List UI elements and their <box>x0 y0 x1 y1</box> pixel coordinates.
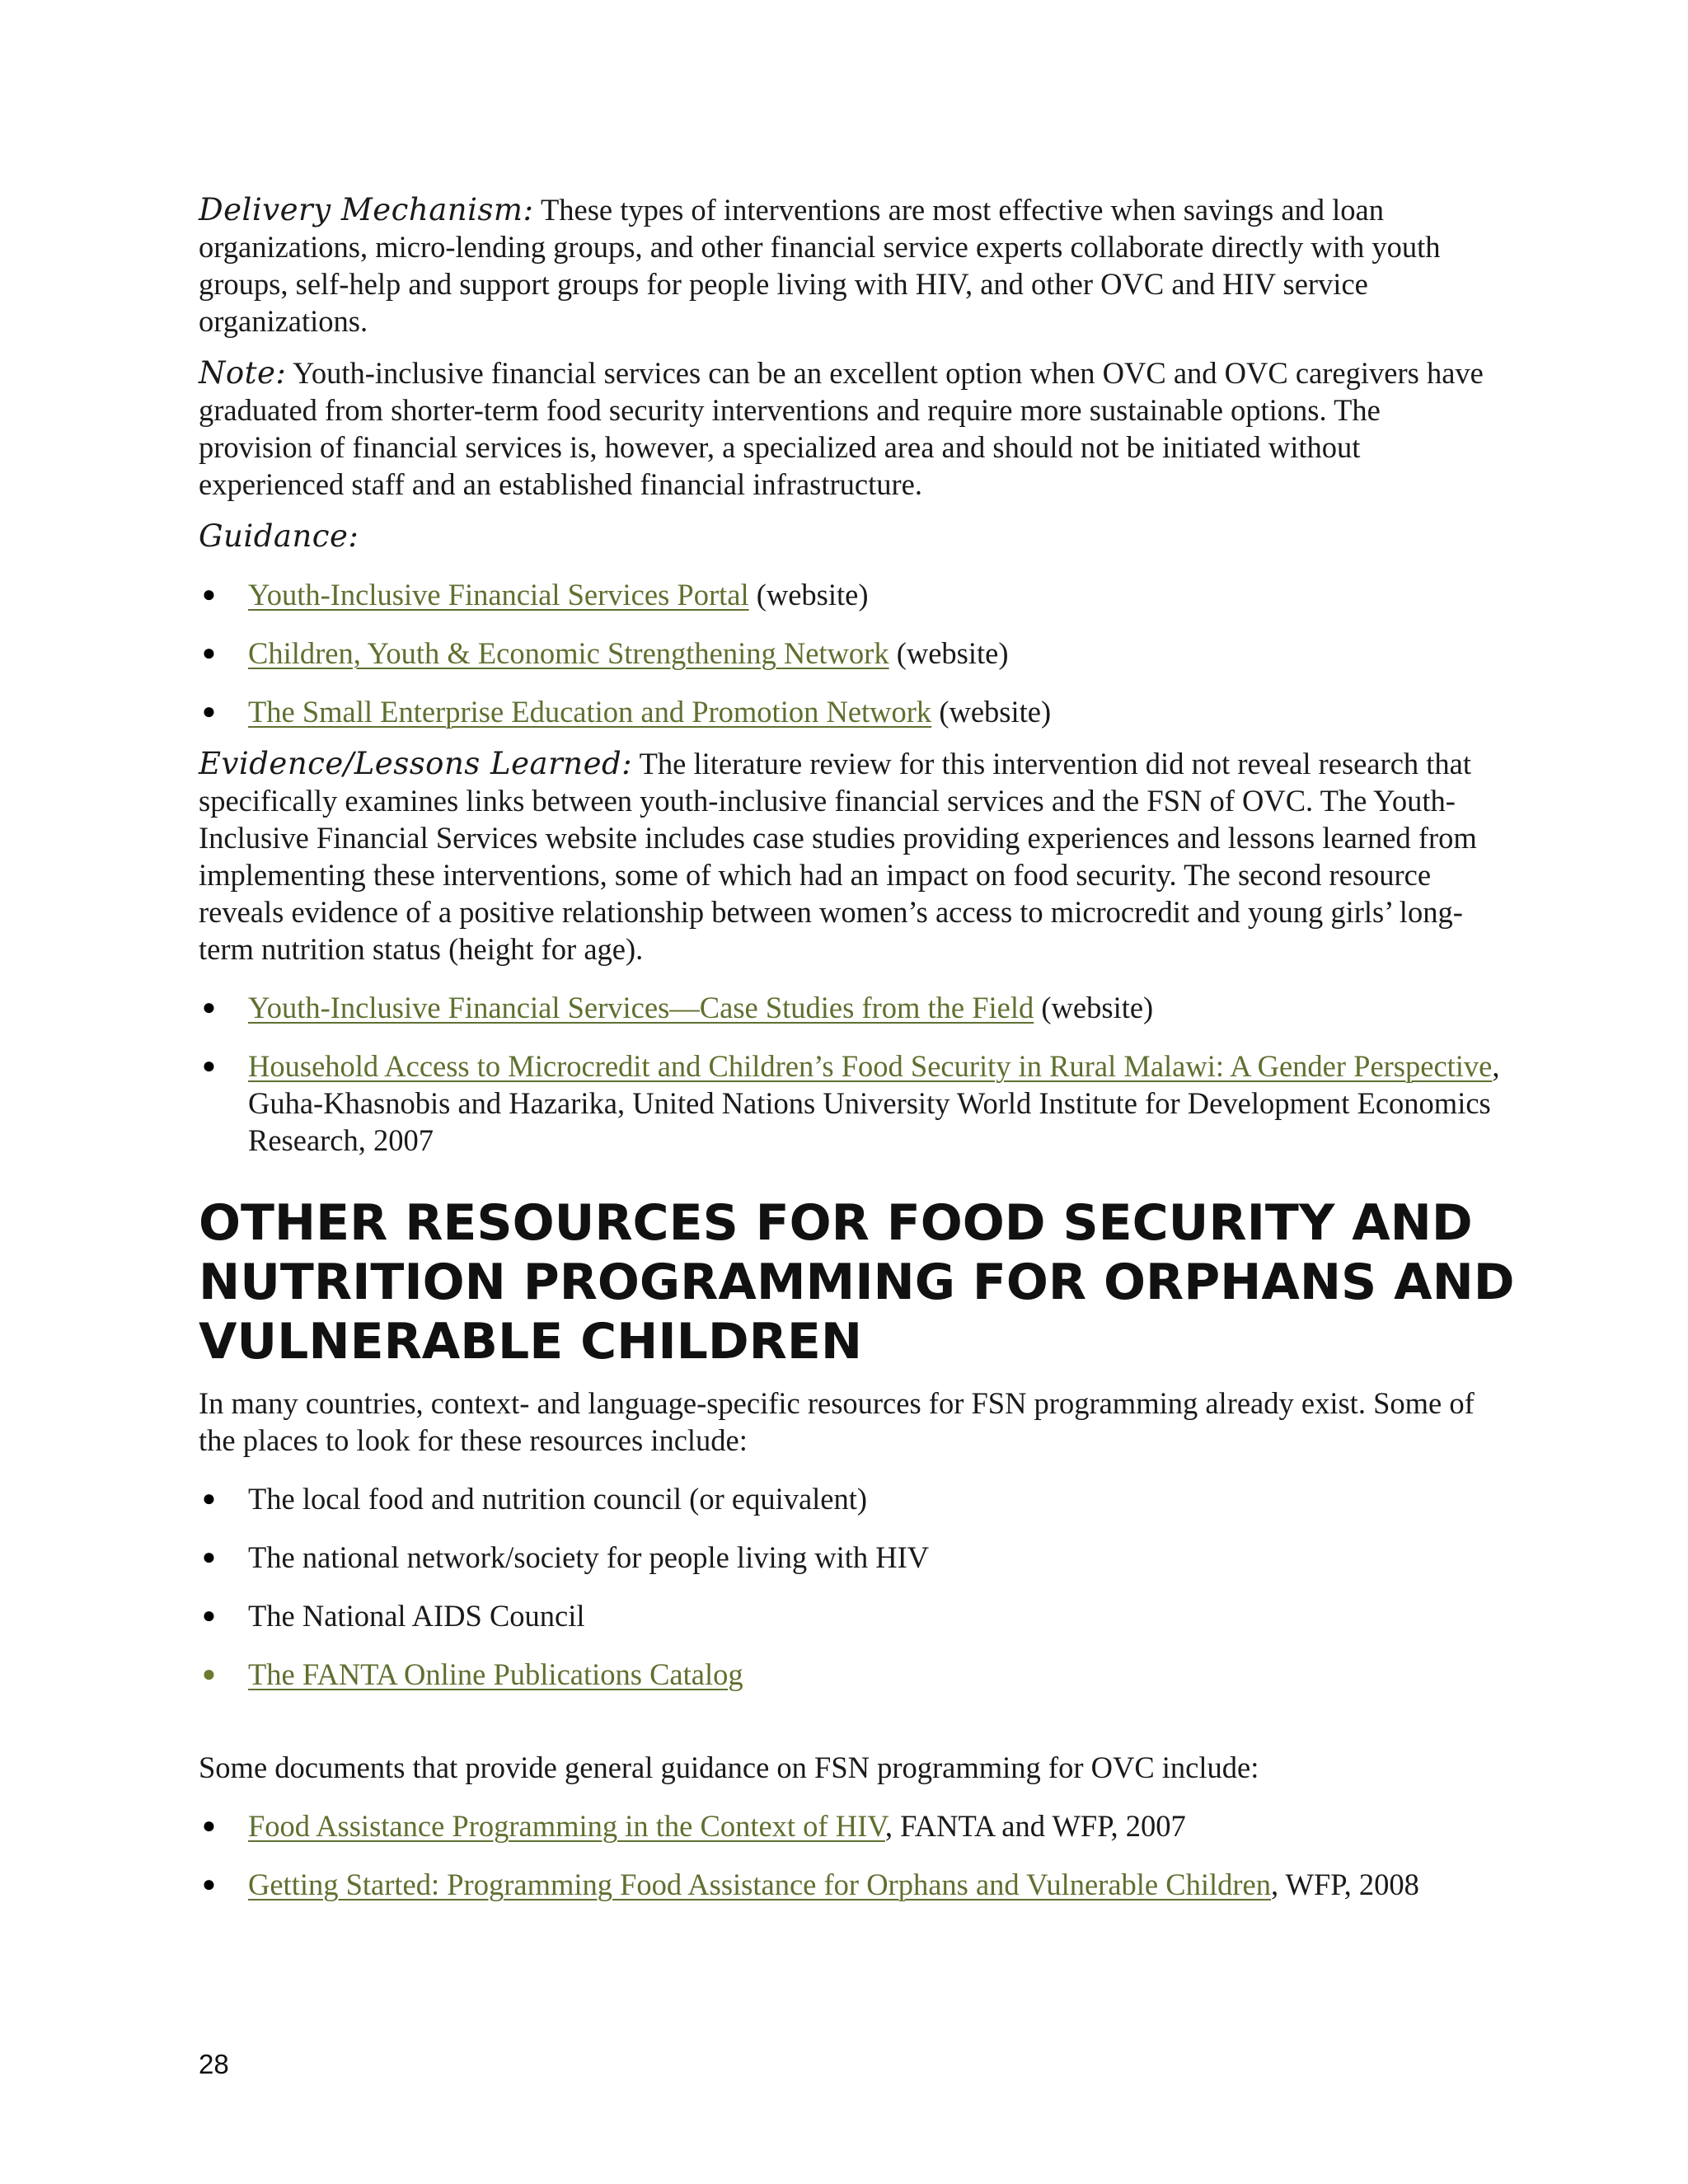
note-text: Youth-inclusive financial services can be an excellent option when OVC and OVC caregivers have graduated from shorter-term food security interventions and require more sustainable options. The provision of financial services is, however, a specialized area and should not be initiated without experienced staff and an established financial infrastructure. <box>199 356 1484 501</box>
bullet-icon: ● <box>202 1813 216 1839</box>
guidance-list <box>199 576 1501 730</box>
list-item <box>199 576 1501 613</box>
note-lead: Note: <box>199 355 287 391</box>
list-item <box>199 1866 1501 1903</box>
link-suffix: (website) <box>889 636 1009 670</box>
places-list <box>199 1480 1501 1693</box>
delivery-paragraph <box>199 191 1501 340</box>
evidence-link-microcredit-malawi[interactable]: Household Access to Microcredit and Children’s Food Security in Rural Malawi: A Gender Perspective <box>248 1049 1493 1083</box>
doc-link-food-assistance-hiv[interactable]: Food Assistance Programming in the Context of HIV <box>248 1809 885 1843</box>
list-item <box>199 1597 1501 1634</box>
bullet-icon: ● <box>202 1603 216 1629</box>
link-suffix: (website) <box>748 578 869 612</box>
link-suffix: , FANTA and WFP, 2007 <box>884 1809 1186 1843</box>
list-item <box>199 989 1501 1026</box>
list-item <box>199 1656 1501 1693</box>
bullet-icon: ● <box>202 582 216 607</box>
section-heading: OTHER RESOURCES FOR FOOD SECURITY AND NUTRITION PROGRAMMING FOR ORPHANS AND VULNERABLE CHILDREN <box>199 1194 1515 1371</box>
docs-list <box>199 1807 1501 1903</box>
docs-intro: Some documents that provide general guidance on FSN programming for OVC include: <box>199 1750 1259 1784</box>
list-item <box>199 1539 1501 1576</box>
guidance-link-cyes-network[interactable]: Children, Youth & Economic Strengthening Network <box>248 636 889 670</box>
list-item <box>199 1807 1501 1844</box>
guidance-link-yifs-portal[interactable]: Youth-Inclusive Financial Services Portal <box>248 578 749 612</box>
link-suffix: (website) <box>1034 991 1154 1024</box>
page-number: 28 <box>199 2049 229 2079</box>
evidence-text: The literature review for this intervention did not reveal research that specifically examines links between youth-inclusive financial services and the FSN of OVC. The Youth-Inclusive Financial Services website includes case studies providing experiences and lessons learned from implementing these interventions, some of which had an impact on food security. The second resource reveals evidence of a positive relationship between women’s access to microcredit and young girls’ long-term nutrition status (height for age). <box>199 747 1477 966</box>
bullet-icon: ● <box>202 1486 216 1511</box>
bullet-icon: ● <box>202 1872 216 1897</box>
evidence-list <box>199 989 1501 1159</box>
list-item <box>199 1480 1501 1517</box>
link-suffix: , WFP, 2008 <box>1270 1868 1419 1901</box>
list-item <box>199 1047 1501 1159</box>
bullet-icon: ● <box>202 640 216 666</box>
fanta-catalog-link[interactable]: The FANTA Online Publications Catalog <box>248 1657 743 1691</box>
place-text: The National AIDS Council <box>248 1599 585 1633</box>
doc-link-getting-started-ovc[interactable]: Getting Started: Programming Food Assistance for Orphans and Vulnerable Children <box>248 1868 1271 1901</box>
delivery-text: These types of interventions are most effective when savings and loan organizations, micro-lending groups, and other financial service experts collaborate directly with youth groups, self-help and support groups for people living with HIV, and other OVC and HIV service organizations. <box>199 193 1441 338</box>
bullet-icon: ● <box>202 995 216 1020</box>
evidence-link-case-studies[interactable]: Youth-Inclusive Financial Services—Case Studies from the Field <box>248 991 1034 1024</box>
list-item <box>199 635 1501 672</box>
list-item <box>199 693 1501 730</box>
bullet-icon: ● <box>202 1053 216 1079</box>
place-text: The national network/society for people living with HIV <box>248 1540 930 1574</box>
document-page <box>199 191 1515 1903</box>
link-suffix: , Guha-Khasnobis and Hazarika, United Nations University World Institute for Development Economics Research, 2007 <box>248 1049 1500 1157</box>
guidance-link-seep-network[interactable]: The Small Enterprise Education and Promotion Network <box>248 695 932 729</box>
link-suffix: (website) <box>931 695 1052 729</box>
bullet-icon: ● <box>202 1544 216 1570</box>
other-intro: In many countries, context- and language-specific resources for FSN programming already exist. Some of the places to look for these resources include: <box>199 1386 1475 1457</box>
evidence-lead: Evidence/Lessons Learned: <box>199 746 633 781</box>
note-paragraph <box>199 354 1501 503</box>
guidance-heading: Guidance: <box>199 518 359 554</box>
bullet-icon: ● <box>202 1661 216 1687</box>
bullet-icon: ● <box>202 699 216 724</box>
place-text: The local food and nutrition council (or equivalent) <box>248 1482 868 1516</box>
evidence-paragraph <box>199 745 1501 968</box>
delivery-lead: Delivery Mechanism: <box>199 192 534 227</box>
